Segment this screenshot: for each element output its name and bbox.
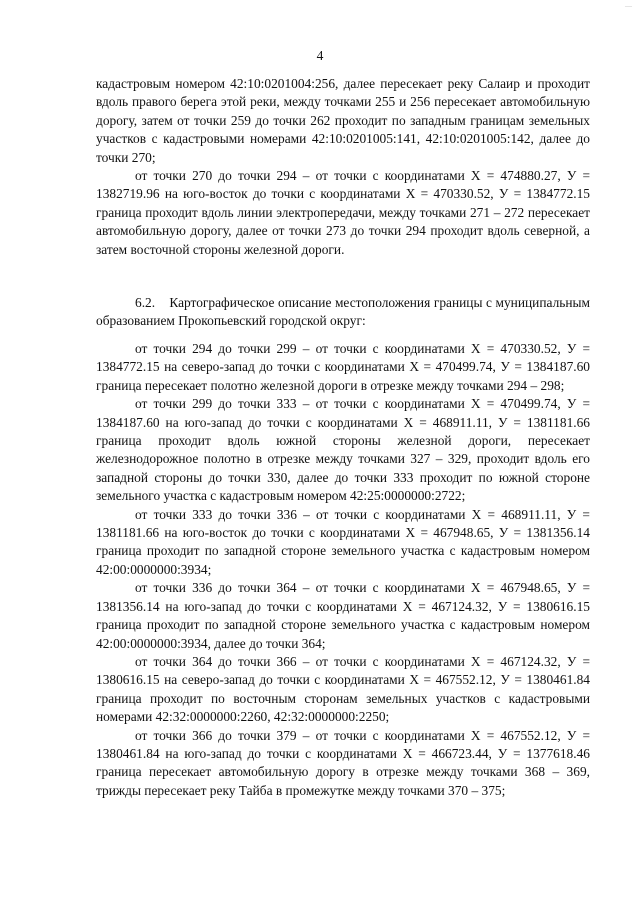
paragraph: от точки 333 до точки 336 – от точки с координатами Х = 468911.11, У = 1381181.66 на юго-восток до точки с координатами Х = 467948.65, У = 1381356.14 граница проходит по западной стороне земельного участка с кадастровым номером 42:00:0000000:3934; [96, 506, 590, 577]
paragraph: от точки 336 до точки 364 – от точки с координатами Х = 467948.65, У = 1381356.14 на юго-запад до точки с координатами Х = 467124.32, У = 1380616.15 граница проходит по западной стороне земельного участка с кадастровым номером 42:00:0000000:3934, далее до точки 364; [96, 580, 590, 651]
paragraph: от точки 364 до точки 366 – от точки с координатами Х = 467124.32, У = 1380616.15 на северо-запад до точки с координатами Х = 467552.12, У = 1380461.84 граница проходит по восточным сторонам земельных участков с кадастровыми номерами 42:32:0000000:2260, 42:32:0000000:2250; [96, 653, 590, 725]
section-heading [96, 294, 590, 331]
paragraph: от точки 270 до точки 294 – от точки с координатами Х = 474880.27, У = 1382719.96 на юго-восток до точки с координатами Х = 470330.52, У = 1384772.15 граница проходит вдоль линии электропередачи, между точками 271 – 272 пересекает автомобильную дорогу, далее от точки 273 до точки 294 проходит вдоль северной, а затем восточной стороны железной дороги. [96, 168, 590, 257]
paragraph: от точки 366 до точки 379 – от точки с координатами Х = 467552.12, У = 1380461.84 на юго-запад до точки с координатами Х = 466723.44, У = 1377618.46 граница пересекает автомобильную дорогу в отрезке между точками 368 – 369, трижды пересекает реку Тайба в промежутке между точками 370 – 375; [96, 727, 590, 798]
text-block-bottom [96, 340, 590, 800]
paragraph: от точки 299 до точки 333 – от точки с координатами Х = 470499.74, У = 1384187.60 на юго-запад до точки с координатами Х = 468911.11, У = 1381181.66 граница проходит вдоль южной стороны железной дороги, пересекает железнодорожное полотно в отрезке между точками 327 – 329, проходит вдоль его западной стороны до точки 330, далее до точки 333 проходит по южной стороне земельного участка с кадастровым номером 42:25:0000000:2722; [96, 396, 590, 504]
text-block-top [96, 75, 590, 259]
corner-mark: — [625, 2, 632, 10]
paragraph: кадастровым номером 42:10:0201004:256, далее пересекает реку Салаир и проходит вдоль правого берега этой реки, между точками 255 и 256 пересекает автомобильную дорогу, затем от точки 259 до точки 262 проходит по западным границам земельных участков с кадастровыми номерами 42:10:0201005:141, 42:10:0201005:142, далее до точки 270; [96, 76, 590, 165]
section-number: 6.2. [135, 295, 156, 310]
page-number: 4 [316, 48, 324, 63]
paragraph: от точки 294 до точки 299 – от точки с координатами Х = 470330.52, У = 1384772.15 на северо-запад до точки с координатами Х = 470499.74, У = 1384187.60 граница пересекает полотно железной дороги в отрезке между точками 294 – 298; [96, 341, 590, 393]
section-heading-text: Картографическое описание местоположения границы с муниципальным образованием Прокопьевский городской округ: [96, 295, 590, 329]
